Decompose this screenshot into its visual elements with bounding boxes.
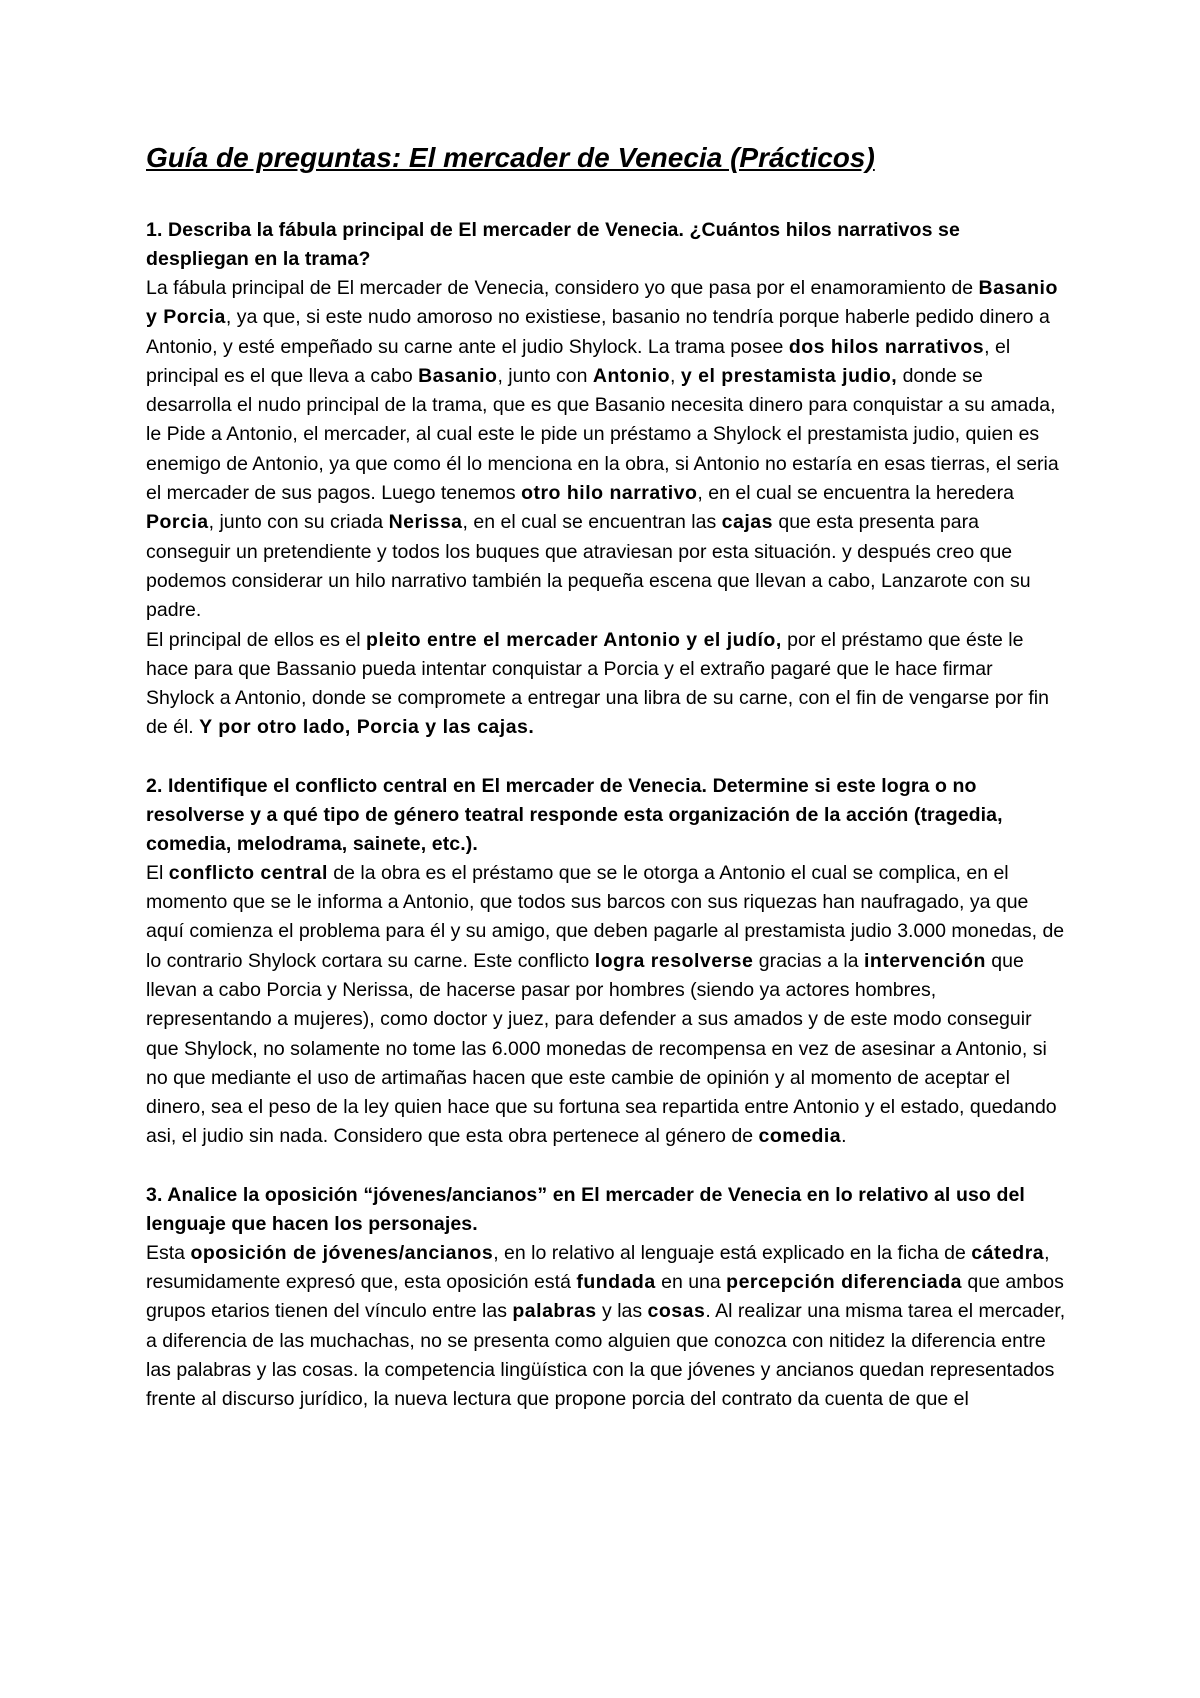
question-heading: 2. Identifique el conflicto central en El mercader de Venecia. Determine si este logra o no resolverse y a qué tipo de género teatral responde esta organización de la acción (tragedia, comedia, melodrama, sainete, etc.).: [146, 774, 1003, 855]
emphasis-text: comedia: [758, 1125, 842, 1148]
answer-paragraph: El conflicto central de la obra es el préstamo que se le otorga a Antonio el cual se complica, en el momento que se le informa a Antonio, que todos sus barcos con sus riquezas han naufragado, ya que aquí comienza el problema para él y su amigo, que deben pagarle al prestamista judio 3.000 monedas, de lo contrario Shylock cortara su carne. Este conflicto logra resolverse gracias a la intervención que llevan a cabo Porcia y Nerissa, de hacerse pasar por hombres (siendo ya actores hombres, representando a mujeres), como doctor y juez, para defender a sus amados y de este modo conseguir que Shylock, no solamente no tome las 6.000 monedas de recompensa en vez de asesinar a Antonio, si no que mediante el uso de artimañas hacen que este cambie de opinión y al momento de aceptar el dinero, sea el peso de la ley quien hace que su fortuna sea repartida entre Antonio y el estado, quedando asi, el judio sin nada. Considero que esta obra pertenece al género de comedia.: [146, 861, 1065, 1148]
emphasis-text: oposición de jóvenes/ancianos: [190, 1241, 494, 1264]
emphasis-text: cosas: [647, 1300, 706, 1323]
question-section-2: [146, 772, 1066, 1152]
document-title: Guía de preguntas: El mercader de Venecia (Prácticos): [146, 142, 875, 173]
answer-paragraph: Esta oposición de jóvenes/ancianos, en lo relativo al lenguaje está explicado en la ficha de cátedra, resumidamente expresó que, esta oposición está fundada en una percepción diferenciada que ambos grupos etarios tienen del vínculo entre las palabras y las cosas. Al realizar una misma tarea el mercader, a diferencia de las muchachas, no se presenta como alguien que conozca con nitidez la diferencia entre las palabras y las cosas. la competencia lingüística con la que jóvenes y ancianos quedan representados frente al discurso jurídico, la nueva lectura que propone porcia del contrato da cuenta de que el: [146, 1241, 1066, 1411]
emphasis-text: cajas: [721, 511, 773, 534]
emphasis-text: y el prestamista judio,: [680, 364, 898, 387]
emphasis-text: logra resolverse: [594, 949, 754, 972]
emphasis-text: Antonio: [592, 364, 670, 387]
question-heading: 1. Describa la fábula principal de El mercader de Venecia. ¿Cuántos hilos narrativos se despliegan en la trama?: [146, 219, 960, 270]
document-page: [146, 140, 1066, 1444]
emphasis-text: Nerissa: [388, 511, 463, 534]
emphasis-text: pleito entre el mercader Antonio y el judío,: [366, 628, 782, 651]
emphasis-text: Porcia: [146, 511, 209, 534]
answer-paragraph: El principal de ellos es el pleito entre el mercader Antonio y el judío, por el préstamo que éste le hace para que Bassanio pueda intentar conquistar a Porcia y el extraño pagaré que le hace firmar Shylock a Antonio, donde se compromete a entregar una libra de su carne, con el fin de vengarse por fin de él. Y por otro lado, Porcia y las cajas.: [146, 628, 1049, 739]
question-section-1: [146, 216, 1066, 743]
emphasis-text: cátedra: [971, 1241, 1045, 1264]
emphasis-text: dos hilos narrativos: [788, 335, 985, 358]
emphasis-text: conflicto central: [168, 861, 328, 884]
emphasis-text: fundada: [576, 1271, 656, 1294]
answer-paragraph: La fábula principal de El mercader de Venecia, considero yo que pasa por el enamoramiento de Basanio y Porcia, ya que, si este nudo amoroso no existiese, basanio no tendría porque haberle pedido dinero a Antonio, y esté empeñado su carne ante el judio Shylock. La trama posee dos hilos narrativos, el principal es el que lleva a cabo Basanio, junto con Antonio, y el prestamista judio, donde se desarrolla el nudo principal de la trama, que es que Basanio necesita dinero para conquistar a su amada, le Pide a Antonio, el mercader, al cual este le pide un préstamo a Shylock el prestamista judio, quien es enemigo de Antonio, ya que como él lo menciona en la obra, si Antonio no estaría en esas tierras, el seria el mercader de sus pagos. Luego tenemos otro hilo narrativo, en el cual se encuentra la heredera Porcia, junto con su criada Nerissa, en el cual se encuentran las cajas que esta presenta para conseguir un pretendiente y todos los buques que atraviesan por esta situación. y después creo que podemos considerar un hilo narrativo también la pequeña escena que llevan a cabo, Lanzarote con su padre.: [146, 277, 1059, 622]
emphasis-text: Y por otro lado, Porcia y las cajas.: [199, 716, 535, 739]
emphasis-text: Basanio y Porcia: [146, 277, 1058, 329]
emphasis-text: percepción diferenciada: [726, 1271, 962, 1294]
question-section-3: [146, 1181, 1066, 1415]
emphasis-text: palabras: [512, 1300, 597, 1323]
question-heading: 3. Analice la oposición “jóvenes/ancianos” en El mercader de Venecia en lo relativo al uso del lenguaje que hacen los personajes.: [146, 1183, 1025, 1235]
emphasis-text: otro hilo narrativo: [521, 482, 698, 505]
emphasis-text: Basanio: [418, 364, 498, 387]
emphasis-text: intervención: [863, 949, 986, 972]
